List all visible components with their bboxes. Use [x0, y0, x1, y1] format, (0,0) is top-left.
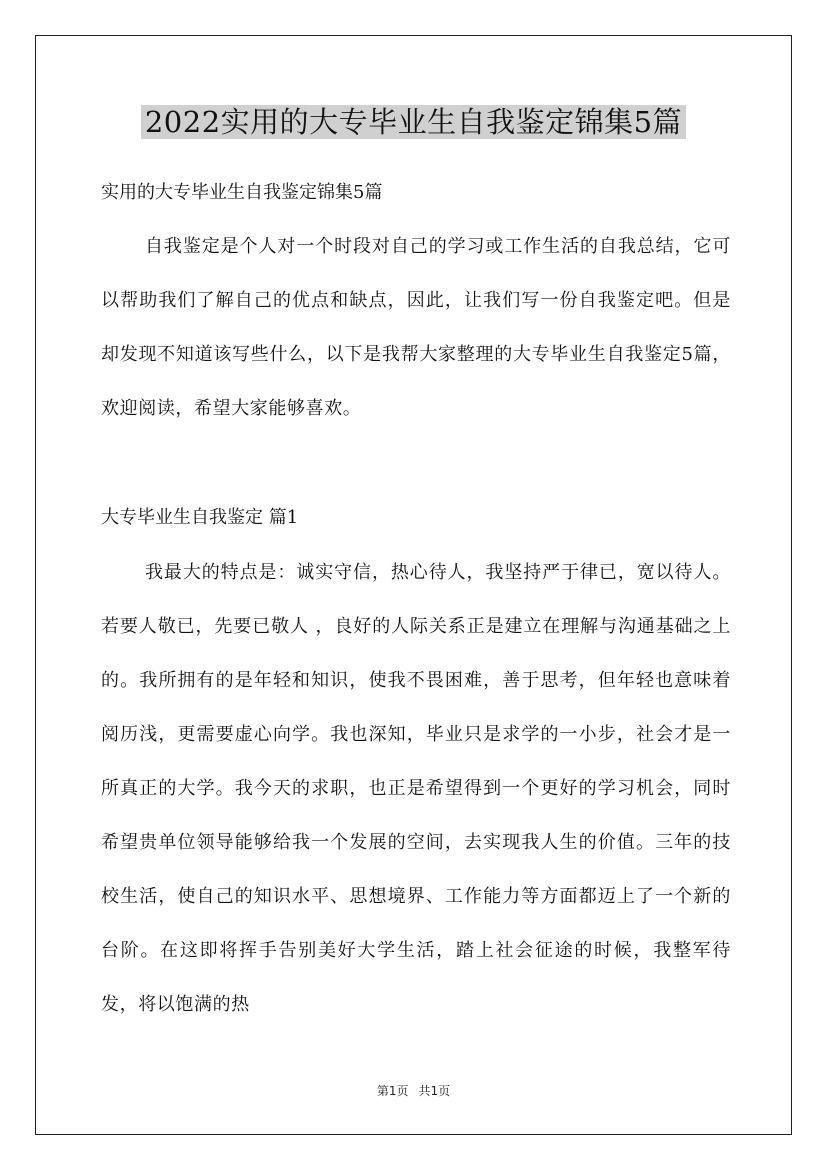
document-title-text: 2022实用的大专毕业生自我鉴定锦集5篇	[141, 105, 686, 139]
section-body-paragraph: 我最大的特点是：诚实守信，热心待人，我坚持严于律已，宽以待人。若要人敬已，先要已敬人 ，良好的人际关系正是建立在理解与沟通基础之上的。我所拥有的是年轻和知识，使我不畏困难，善于思考，但年轻也意味着阅历浅，更需要虚心向学。我也深知，毕业只是求学的一小步，社会才是一所真正的大学。我今天的求职，也正是希望得到一个更好的学习机会，同时希望贵单位领导能够给我一个发展的空间，去实现我人生的价值。三年的技校生活，使自己的知识水平、思想境界、工作能力等方面都迈上了一个新的台阶。在这即将挥手告别美好大学生活，踏上社会征途的时候，我整军待发，将以饱满的热	[101, 562, 731, 1015]
intro-paragraph: 自我鉴定是个人对一个时段对自己的学习或工作生活的自我总结，它可以帮助我们了解自己的优点和缺点，因此，让我们写一份自我鉴定吧。但是却发现不知道该写些什么，以下是我帮大家整理的大专毕业生自我鉴定5篇，欢迎阅读，希望大家能够喜欢。	[101, 236, 731, 419]
page-total: 共1页	[418, 1084, 451, 1098]
document-subtitle: 实用的大专毕业生自我鉴定锦集5篇	[101, 182, 383, 203]
page-number: 第1页	[376, 1084, 409, 1098]
page-footer	[0, 1081, 827, 1101]
document-title	[0, 100, 827, 144]
section-heading: 大专毕业生自我鉴定 篇1	[101, 507, 299, 528]
